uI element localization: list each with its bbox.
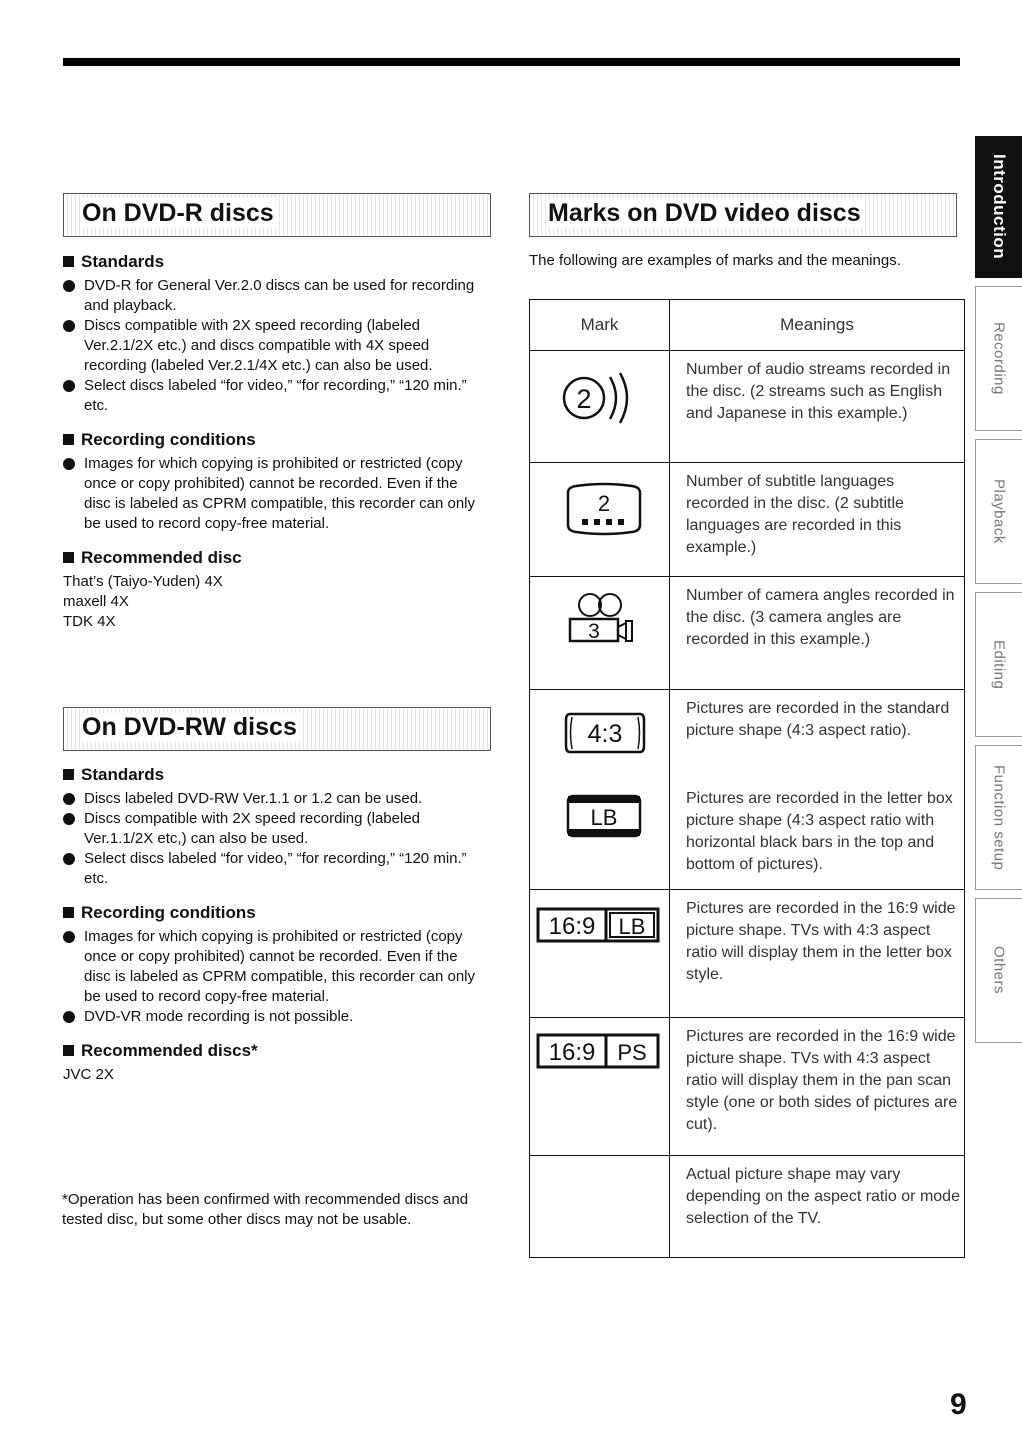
meaning-cell: Pictures are recorded in the standard picture shape (4:3 aspect ratio). [670,690,965,780]
mark-cell [530,351,670,463]
dvdr-recording-heading: Recording conditions [63,430,483,450]
list-item: Images for which copying is prohibited or restricted (copy once or copy prohibited) cannot be recorded. Even if the disc is labeled as CPRM compatible, this recorder can only be used to record copy-free material. [63,927,483,1007]
tab-playback[interactable] [975,439,1022,584]
dvdrw-standards-heading: Standards [63,765,483,785]
tab-label: Playback [990,479,1008,544]
letterbox-icon [564,792,644,840]
list-item: Discs labeled DVD-RW Ver.1.1 or 1.2 can be used. [63,789,483,809]
panscan-label: PS [617,1040,647,1065]
dvdr-title: On DVD-R discs [82,199,278,228]
meaning-cell: Pictures are recorded in the letter box picture shape (4:3 aspect ratio with horizontal black bars in the top and bottom of pictures). [670,780,965,890]
table-row [530,577,965,690]
meaning-cell: Number of subtitle languages recorded in the disc. (2 subtitle languages are recorded in this example.) [670,463,965,577]
wide-panscan-icon [536,1032,662,1072]
table-header-row [530,300,965,351]
list-item: JVC 2X [63,1066,114,1083]
tab-label: Editing [990,639,1008,690]
mark-cell [530,1018,670,1156]
dvdr-title-box [63,193,491,237]
list-item: DVD-R for General Ver.2.0 discs can be used for recording and playback. [63,276,483,316]
top-rule [63,58,960,66]
list-item: Images for which copying is prohibited or restricted (copy once or copy prohibited) cannot be recorded. Even if the disc is labeled as CPRM compatible, this recorder can only be used to record copy-free material. [63,454,483,534]
marks-title: Marks on DVD video discs [548,199,865,228]
dvdrw-title-box [63,707,491,751]
letterbox-label: LB [590,804,618,830]
mark-cell [530,463,670,577]
dvdr-recording-list [63,454,483,534]
table-row [530,1156,965,1258]
meaning-cell: Actual picture shape may vary depending on the aspect ratio or mode selection of the TV. [670,1156,965,1258]
tab-label: Recording [990,322,1008,395]
subtitle-languages-icon [562,481,646,537]
list-item: Select discs labeled “for video,” “for recording,” “120 min.” etc. [63,849,483,889]
audio-count: 2 [576,384,592,414]
tab-introduction[interactable] [975,136,1022,278]
marks-intro: The following are examples of marks and the meanings. [529,252,901,269]
list-item: That’s (Taiyo-Yuden) 4X [63,573,223,590]
marks-title-box [529,193,957,237]
table-row [530,690,965,780]
mark-cell [530,1156,670,1258]
dvdrw-recording-list [63,927,483,1027]
dvdrw-recording-heading: Recording conditions [63,903,483,923]
mark-cell [530,577,670,690]
list-item: Discs compatible with 2X speed recording (labeled Ver.1.1/2X etc,) can also be used. [63,809,483,849]
marks-table [529,299,965,1258]
wide-169-label-b: 16:9 [548,1039,596,1066]
list-item: Select discs labeled “for video,” “for recording,” “120 min.” etc. [63,376,483,416]
list-item: Discs compatible with 2X speed recording (labeled Ver.2.1/2X etc.) and discs compatible with 4X speed recording (labeled Ver.2.1/4X etc.) can also be used. [63,316,483,376]
dvdrw-title: On DVD-RW discs [82,713,301,742]
dvdrw-recommended-heading: Recommended discs* [63,1041,483,1061]
table-row [530,780,965,890]
dvdrw-standards-list [63,789,483,889]
tab-recording[interactable] [975,286,1022,431]
col-meaning-header: Meanings [670,300,965,351]
wide-letterbox-icon [536,906,662,946]
tab-others[interactable] [975,898,1022,1043]
list-item: maxell 4X [63,593,129,610]
tab-editing[interactable] [975,592,1022,737]
wide-lb-label: LB [618,914,646,939]
dvdr-recommended-list [63,572,483,632]
angle-count: 3 [588,620,600,643]
dvdrw-section [63,765,483,1099]
table-row [530,1018,965,1156]
tab-label: Function setup [990,764,1008,871]
dvdr-section [63,252,483,646]
mark-cell [530,890,670,1018]
table-row [530,890,965,1018]
col-mark-header: Mark [530,300,670,351]
aspect-43-label: 4:3 [587,720,623,748]
meaning-cell: Pictures are recorded in the 16:9 wide picture shape. TVs with 4:3 aspect ratio will display them in the letter box style. [670,890,965,1018]
footnote: *Operation has been confirmed with recommended discs and tested disc, but some other discs may not be usable. [62,1191,469,1228]
meaning-cell: Pictures are recorded in the 16:9 wide picture shape. TVs with 4:3 aspect ratio will display them in the pan scan style (one or both sides of pictures are cut). [670,1018,965,1156]
dvdr-recommended-heading: Recommended disc [63,548,483,568]
tab-function-setup[interactable] [975,745,1022,890]
table-row [530,351,965,463]
page-number: 9 [950,1388,967,1421]
list-item: TDK 4X [63,613,116,630]
dvdrw-recommended-list [63,1065,483,1085]
mark-cell [530,780,670,890]
audio-streams-icon [556,365,656,431]
mark-cell [530,690,670,780]
table-row [530,463,965,577]
meaning-cell: Number of audio streams recorded in the disc. (2 streams such as English and Japanese in this example.) [670,351,965,463]
subtitle-count: 2 [597,491,611,516]
tab-label: Others [990,946,1008,995]
meaning-cell: Number of camera angles recorded in the disc. (3 camera angles are recorded in this example.) [670,577,965,690]
wide-169-label-a: 16:9 [548,913,596,940]
camera-angles-icon [564,591,648,657]
list-item: DVD-VR mode recording is not possible. [63,1007,483,1027]
tab-label: Introduction [990,154,1009,260]
dvdr-standards-heading: Standards [63,252,483,272]
dvdr-standards-list [63,276,483,416]
aspect-4-3-icon [562,708,648,758]
